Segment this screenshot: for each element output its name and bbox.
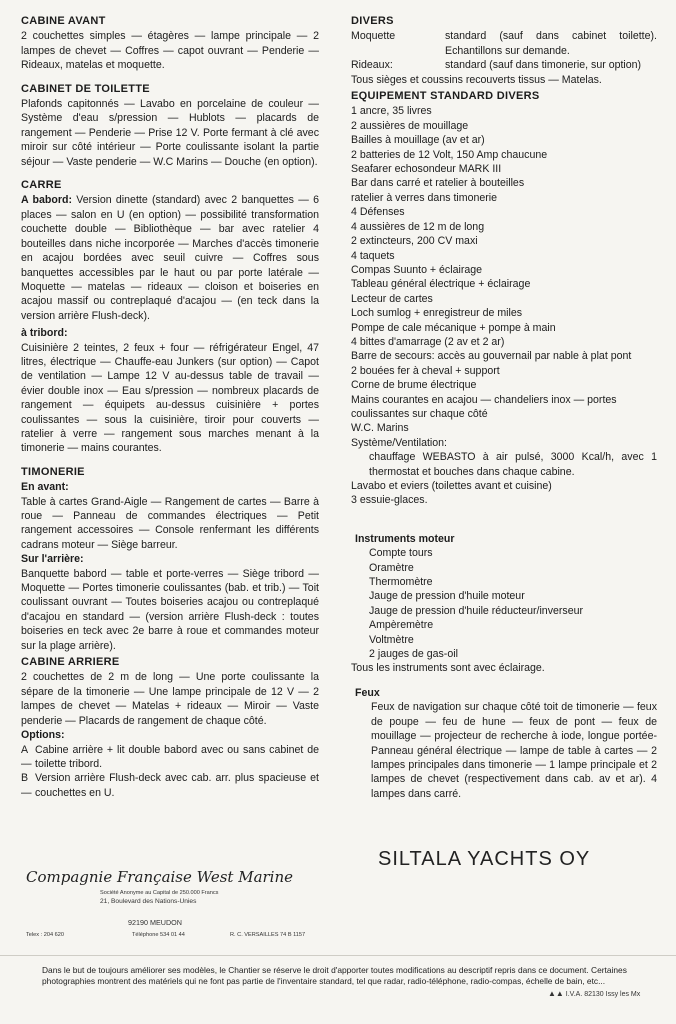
instrument-item: Compte tours bbox=[369, 547, 433, 560]
ventilation-label: Système/Ventilation: bbox=[351, 436, 447, 449]
equipement-item: 2 bouées fer à cheval + support bbox=[351, 364, 500, 377]
equipement-item: 2 aussières de mouillage bbox=[351, 119, 469, 132]
equipement-item: Corne de brume électrique bbox=[351, 379, 477, 392]
section-title-cabinet-toilette: CABINET DE TOILETTE bbox=[21, 82, 150, 95]
equipement-item: Bailles à mouillage (av et ar) bbox=[351, 134, 485, 147]
equipement-item: 4 taquets bbox=[351, 249, 395, 262]
divers-note: Tous sièges et coussins recouverts tissus — Matelas. bbox=[351, 73, 602, 86]
instrument-item: Oramètre bbox=[369, 561, 414, 574]
divers-row bbox=[351, 58, 657, 72]
instrument-item: Ampèremètre bbox=[369, 619, 434, 632]
rc-text: R. C. VERSAILLES 74 B 1157 bbox=[230, 932, 306, 938]
equipement-list-after bbox=[351, 479, 657, 508]
divers-value: standard (sauf dans cabinet toilette). Echantillons sur demande. bbox=[445, 30, 657, 57]
footer-divider bbox=[0, 955, 676, 956]
section-title-feux: Feux bbox=[355, 686, 380, 699]
equipement-item: Lavabo et eviers (toilettes avant et cuisine) bbox=[351, 480, 552, 492]
equipement-item: 2 batteries de 12 Volt, 150 Amp chaucune bbox=[351, 148, 548, 161]
print-mark-text: I.V.A. 82130 Issy les Mx bbox=[565, 991, 641, 998]
timonerie-arriere-text: Banquette babord — table et porte-verres — Siège tribord — Moquette — Portes timonerie coulissantes (bab. et trib.) — Toit coulissant ouvrant — Toutes boiseries acajou ou contreplaqué d'acajou en standard — (version arrière Flush-deck : toutes boiseries en teck avec 2e barre à roue et commandes moteur sur la plage arrière). bbox=[21, 567, 319, 652]
cabinet-toilette-text: Plafonds capitonnés — Lavabo en porcelaine de couleur — Système d'eau s/pression — Hublots — placards de rangement — Penderie — Prise 12 V. Porte fermant à clé avec miroir sur côté intérieur — Porte coulissante isolant la partie séjour — Vaste penderie — W.C Marins — Douche (en option). bbox=[21, 98, 319, 168]
print-mark bbox=[548, 989, 640, 998]
divers-key: Rideaux: bbox=[351, 59, 393, 72]
right-column bbox=[351, 14, 657, 801]
carre-babord-paragraph bbox=[21, 193, 319, 323]
carre-tribord-label: à tribord: bbox=[21, 327, 68, 340]
section-title-instruments: Instruments moteur bbox=[355, 532, 455, 545]
telephone-text: Téléphone 534 01 44 bbox=[132, 932, 185, 938]
footer-disclaimer: Dans le but de toujours améliorer ses modèles, le Chantier se réserve le droit d'apporter toutes modifications au descriptif repris dans ce document. Certaines photographies montrent des matériels qui ne font pas partie de l'inventaire standard, tel que radar, radio-téléphone, radio-compas, échelle de bain, etc... bbox=[42, 965, 627, 986]
option-item bbox=[21, 743, 319, 772]
carre-tribord-text: Cuisinière 2 teintes, 2 feux + four — réfrigérateur Engel, 47 litres, électrique — Chauffe-eau Junkers (sur option) — Capot de ventilation — Lampe 12 V au-dessus table de travail — évier double inox — Eau s/pression — nombreux placards de rangement — équipets au-dessus cuisinière + portes coulissantes — sous la cuisinière, tiroir pour couverts — ratelier à verre — rangement sous marches menant à la timonerie — mains courantes. bbox=[21, 341, 319, 455]
equipement-item: Lecteur de cartes bbox=[351, 292, 433, 305]
ventilation-text: chauffage WEBASTO à air pulsé, 3000 Kcal/h, avec 1 thermostat et bouches dans chaque cabine. bbox=[369, 451, 657, 478]
equipement-item: Pompe de cale mécanique + pompe à main bbox=[351, 321, 556, 334]
adresse-text: 21, Boulevard des Nations-Unies bbox=[100, 898, 197, 905]
equipement-item: 2 extincteurs, 200 CV maxi bbox=[351, 235, 478, 248]
equipement-item: W.C. Marins bbox=[351, 422, 409, 435]
section-title-equipement: EQUIPEMENT STANDARD DIVERS bbox=[351, 90, 540, 103]
timonerie-avant-label: En avant: bbox=[21, 481, 69, 494]
divers-value: standard (sauf dans timonerie, sur option) bbox=[445, 59, 642, 72]
equipement-item: Tableau général électrique + éclairage bbox=[351, 278, 531, 291]
carre-babord-label: A babord: bbox=[21, 194, 72, 207]
ville-text: 92190 MEUDON bbox=[128, 918, 182, 927]
carre-babord-text: Version dinette (standard) avec 2 banquettes — 6 places — salon en U (en option) — possibilité transformation couchette double — Bibliothèque — bar avec ratelier 4 bouteilles dans niche incorporée — Marches d'accès timonerie en acajou bordées avec seuil cuivre — Coffres sous banquettes accessibles par le haut ou par porte latérale — Moquette — matelas — rideaux — cloison et boiseries en acajou massif ou contreplaqué d'acajou — (en teck dans la version arrière Flush-deck). bbox=[21, 194, 319, 322]
equipement-item: 4 aussières de 12 m de long bbox=[351, 220, 485, 233]
options-label: Options: bbox=[21, 729, 65, 742]
option-item bbox=[21, 771, 319, 800]
siltala-logo-text: SILTALA YACHTS OY bbox=[378, 848, 591, 870]
instruments-note: Tous les instruments sont avec éclairage. bbox=[351, 662, 545, 675]
cabine-avant-text: 2 couchettes simples — étagères — lampe principale — 2 lampes de chevet — Coffres — capot ouvrant — Penderie — Rideaux, matelas et moquette. bbox=[21, 30, 319, 72]
instruments-list bbox=[351, 546, 657, 661]
equipement-item: Seafarer echosondeur MARK III bbox=[351, 163, 502, 176]
instrument-item: Voltmètre bbox=[369, 633, 414, 646]
instrument-item: Thermomètre bbox=[369, 576, 433, 589]
section-title-cabine-avant: CABINE AVANT bbox=[21, 15, 106, 27]
telex-text: Telex : 204 620 bbox=[26, 932, 64, 938]
equipement-item: Barre de secours: accès au gouvernail par nable à plat pont bbox=[351, 350, 632, 363]
option-key: B — bbox=[21, 772, 32, 799]
instrument-item: Jauge de pression d'huile moteur bbox=[369, 590, 525, 603]
option-text: Version arrière Flush-deck avec cab. arr. plus spacieuse et couchettes en U. bbox=[35, 772, 319, 799]
section-title-carre: CARRE bbox=[21, 179, 62, 192]
equipement-item: Compas Suunto + éclairage bbox=[351, 263, 483, 276]
equipement-item: Loch sumlog + enregistreur de miles bbox=[351, 307, 523, 320]
option-text: Cabine arrière + lit double babord avec ou sans cabinet de toilette tribord. bbox=[35, 743, 319, 770]
equipement-list bbox=[351, 104, 657, 435]
section-title-timonerie: TIMONERIE bbox=[21, 465, 85, 478]
societe-text: Société Anonyme au Capital de 250.000 Francs bbox=[100, 890, 219, 896]
cabine-arriere-text: 2 couchettes de 2 m de long — Une porte coulissante la sépare de la timonerie — Une lampe principale de 12 V — 2 lampes de chevet — Matelas + rideaux — Miroir — Vaste penderie — Placards de rangement de chaque côté. bbox=[21, 671, 319, 727]
equipement-item: 1 ancre, 35 livres bbox=[351, 105, 432, 118]
equipement-item: 4 bittes d'amarrage (2 av et 2 ar) bbox=[351, 335, 505, 348]
feux-text: Feux de navigation sur chaque côté toit de timonerie — feux de poupe — feu de hune — feux de pont — feux de mouillage — projecteur de recherche à iode, longue portée-Panneau général électrique — lampe de table à cartes — 2 lampes principales dans timonerie — 1 lampe principale et 2 lampes de chevet (respectivement dans cab. av et ar). 4 lampes dans carré. bbox=[371, 701, 657, 800]
section-title-cabine-arriere: CABINE ARRIERE bbox=[21, 656, 120, 669]
divers-key: Moquette bbox=[351, 30, 396, 43]
option-key: A — bbox=[21, 743, 32, 770]
section-title-divers: DIVERS bbox=[351, 15, 394, 27]
divers-row bbox=[351, 29, 657, 58]
instrument-item: Jauge de pression d'huile réducteur/inverseur bbox=[369, 604, 584, 617]
compagnie-logo-text: Compagnie Française West Marine bbox=[26, 868, 294, 886]
printer-logo-icon: ▲▲ bbox=[548, 989, 564, 998]
timonerie-avant-text: Table à cartes Grand-Aigle — Rangement de cartes — Barre à roue — Panneau de commandes électriques — Petit rangement accessoires — Console renfermant les différents cadrans moteur — Siège barreur. bbox=[21, 495, 319, 551]
equipement-item: 3 essuie-glaces. bbox=[351, 494, 428, 507]
equipement-item: Mains courantes en acajou — chandeliers inox — portes coulissantes sur chaque côté bbox=[351, 393, 617, 420]
equipement-item: 4 Défenses bbox=[351, 206, 405, 219]
equipement-item: ratelier à verres dans timonerie bbox=[351, 191, 498, 204]
instrument-item: 2 jauges de gas-oil bbox=[369, 648, 458, 661]
timonerie-arriere-label: Sur l'arrière: bbox=[21, 553, 84, 566]
equipement-item: Bar dans carré et ratelier à bouteilles bbox=[351, 177, 525, 190]
left-column bbox=[21, 14, 319, 800]
